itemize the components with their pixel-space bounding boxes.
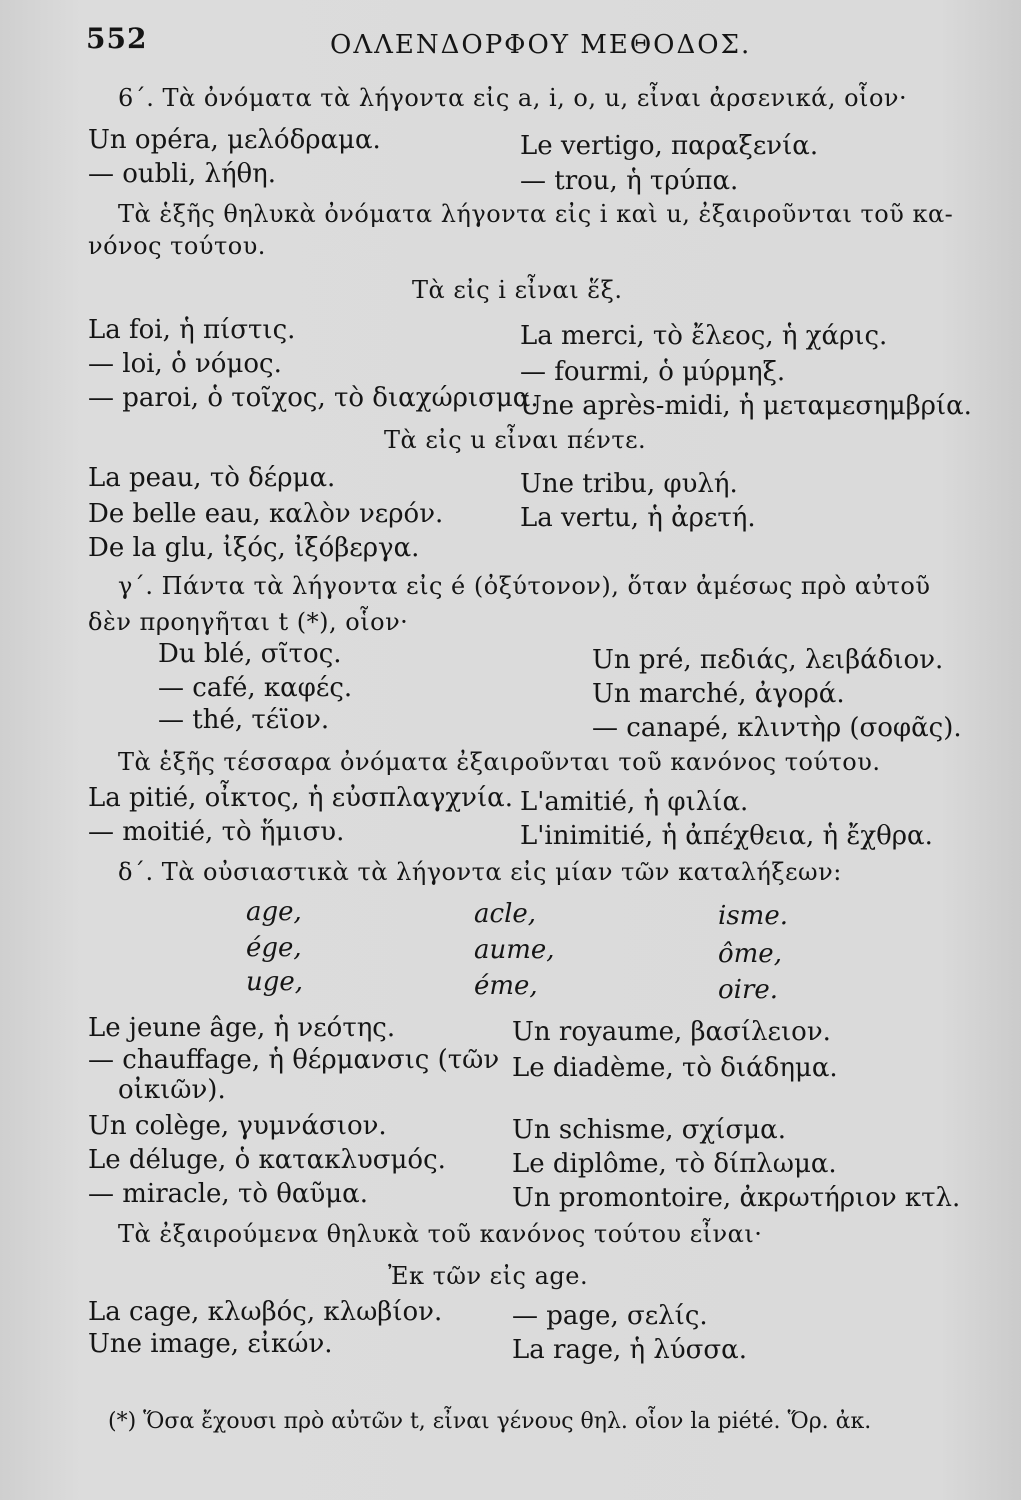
example-right: — page, σελίς. xyxy=(512,1301,708,1331)
example-left: La cage, κλωβός, κλωβίον. xyxy=(88,1297,443,1327)
example-right: Une tribu, φυλή. xyxy=(520,469,738,499)
example-left: — loi, ὁ νόμος. xyxy=(88,349,282,379)
section-d-intro: δ΄. Τὰ οὐσιαστικὰ τὰ λήγοντα εἰς μίαν τῶν καταλήξεων: xyxy=(118,858,842,886)
exception-text: Τὰ ἑξῆς τέσσαρα ὀνόματα ἐξαιροῦνται τοῦ κανόνος τούτου. xyxy=(118,748,881,776)
example-right: Un promontoire, ἀκρωτήριον κτλ. xyxy=(512,1183,961,1213)
example-left: — miracle, τὸ θαῦμα. xyxy=(88,1179,368,1209)
example-right: Un schisme, σχίσμα. xyxy=(512,1115,786,1145)
example-right: Un royaume, βασίλειον. xyxy=(512,1017,831,1047)
section-g-intro: γ΄. Πάντα τὰ λήγοντα εἰς é (ὀξύτονον), ὅταν ἀμέσως πρὸ αὐτοῦ xyxy=(118,572,931,600)
example-left: Une image, εἰκών. xyxy=(88,1329,333,1359)
example-right: Le diadème, τὸ διάδημα. xyxy=(512,1053,838,1083)
example-right: Le vertigo, παραξενία. xyxy=(520,131,819,161)
exception-text: νόνος τούτου. xyxy=(88,232,266,260)
example-left: La peau, τὸ δέρμα. xyxy=(88,463,336,493)
exception-text: Τὰ ἐξαιρούμενα θηλυκὰ τοῦ κανόνος τούτου εἶναι· xyxy=(118,1220,763,1248)
running-title: ΟΛΛΕΝΔΟΡΦΟΥ ΜΕΘΟΔΟΣ. xyxy=(330,30,752,60)
example-right: — fourmi, ὁ μύρμηξ. xyxy=(520,357,786,387)
example-right: La rage, ἡ λύσσα. xyxy=(512,1335,747,1365)
ending: oire. xyxy=(718,975,779,1005)
example-left: οἰκιῶν). xyxy=(118,1075,226,1105)
example-left: — moitié, τὸ ἥμισυ. xyxy=(88,817,345,847)
example-left: Un colège, γυμνάσιον. xyxy=(88,1111,387,1141)
example-right: L'inimitié, ἡ ἀπέχθεια, ἡ ἔχθρα. xyxy=(520,821,933,851)
ending: ôme, xyxy=(718,939,782,969)
section-b-intro: 6΄. Τὰ ὀνόματα τὰ λήγοντα εἰς a, i, o, u, εἶναι ἀρσενικά, οἷον· xyxy=(118,84,908,112)
page-number: 552 xyxy=(86,22,148,55)
example-left: Le déluge, ὁ κατακλυσμός. xyxy=(88,1145,446,1175)
example-left: Un opéra, μελόδραμα. xyxy=(88,125,381,155)
ending: aume, xyxy=(474,935,555,965)
example-left: La pitié, οἶκτος, ἡ εὐσπλαγχνία. xyxy=(88,783,514,813)
example-right: La vertu, ἡ ἀρετή. xyxy=(520,503,756,533)
example-left: — thé, τέϊον. xyxy=(158,705,330,735)
subheading-i: Τὰ εἰς i εἶναι ἕξ. xyxy=(412,276,623,304)
example-right: Un pré, πεδιάς, λειβάδιον. xyxy=(592,645,944,675)
ending: uge, xyxy=(246,967,304,997)
example-right: L'amitié, ἡ φιλία. xyxy=(520,787,749,817)
example-left: — café, καφές. xyxy=(158,673,353,703)
ending: ége, xyxy=(246,933,302,963)
example-right: Une après-midi, ἡ μεταμεσημβρία. xyxy=(520,391,972,421)
ending: éme, xyxy=(474,971,538,1001)
footnote: (*) Ὅσα ἔχουσι πρὸ αὐτῶν t, εἶναι γένους θηλ. οἷον la piété. Ὅρ. ἀκ. xyxy=(108,1409,872,1434)
example-left: — paroi, ὁ τοῖχος, τὸ διαχώρισμα. xyxy=(88,383,539,413)
example-left: La foi, ἡ πίστις. xyxy=(88,315,296,345)
example-right: — trou, ἡ τρύπα. xyxy=(520,166,739,196)
example-left: Le jeune âge, ἡ νεότης. xyxy=(88,1013,396,1043)
exception-text: Τὰ ἑξῆς θηλυκὰ ὀνόματα λήγοντα εἰς i καὶ u, ἐξαιροῦνται τοῦ κα- xyxy=(118,200,954,228)
ending: age, xyxy=(246,897,302,927)
example-right: Un marché, ἀγορά. xyxy=(592,679,845,709)
ending: isme. xyxy=(718,901,788,931)
example-left: De la glu, ἰξός, ἰξόβεργα. xyxy=(88,533,420,563)
example-left: De belle eau, καλὸν νερόν. xyxy=(88,499,444,529)
example-right: — canapé, κλιντὴρ (σοφᾶς). xyxy=(592,713,962,743)
example-left: — oubli, λήθη. xyxy=(88,159,277,189)
example-right: Le diplôme, τὸ δίπλωμα. xyxy=(512,1149,837,1179)
subheading-u: Τὰ εἰς u εἶναι πέντε. xyxy=(384,426,647,454)
ending: acle, xyxy=(474,899,537,929)
section-g-intro: δὲν προηγῆται t (*), οἷον· xyxy=(88,608,409,636)
example-right: La merci, τὸ ἔλεος, ἡ χάρις. xyxy=(520,321,888,351)
example-left: — chauffage, ἡ θέρμανσις (τῶν xyxy=(88,1045,500,1075)
subheading-age: Ἐκ τῶν εἰς age. xyxy=(388,1262,589,1290)
example-left: Du blé, σῖτος. xyxy=(158,639,342,669)
